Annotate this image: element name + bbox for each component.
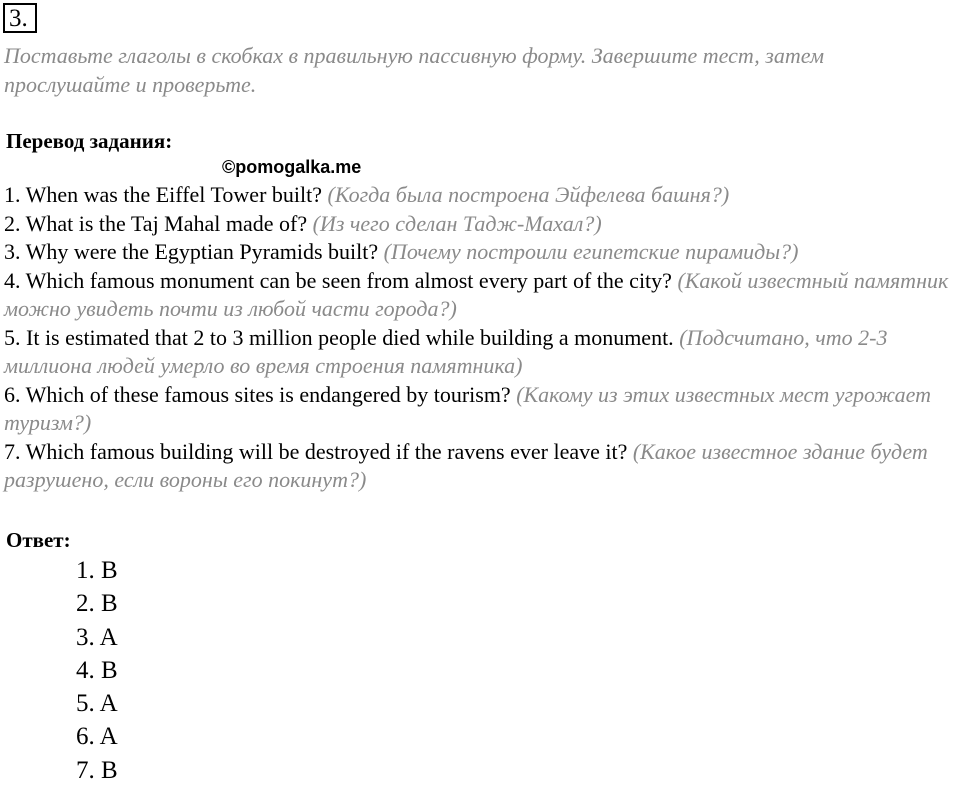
question-text: 5. It is estimated that 2 to 3 million people died while building a monument.	[4, 324, 674, 350]
question-text: 3. Why were the Egyptian Pyramids built?	[4, 239, 379, 264]
answer-heading: Ответ:	[6, 528, 71, 552]
question-text: 1. When was the Eiffel Tower built?	[4, 182, 322, 207]
question-translation: (Когда была построена Эйфелева башня?)	[327, 182, 730, 207]
question-translation: (Какой известный памятник можно увидеть почти из любой части города?)	[4, 267, 949, 321]
question-item	[4, 181, 959, 210]
question-text: 6. Which of these famous sites is endangered by tourism?	[4, 381, 511, 407]
translation-heading: Перевод задания:	[6, 129, 173, 153]
question-translation: (Подсчитано, что 2-3 миллиона людей умерло во время строения памятника)	[4, 324, 888, 378]
question-item	[4, 267, 959, 324]
task-instruction: Поставьте глаголы в скобках в правильную пассивную форму. Завершите тест, затем прослушайте и проверьте.	[4, 43, 825, 97]
question-item	[4, 238, 959, 267]
question-text: 2. What is the Taj Mahal made of?	[4, 210, 308, 236]
question-item	[4, 210, 959, 239]
question-translation: (Какое известное здание будет разрушено, если вороны его покинут?)	[4, 438, 928, 492]
question-list	[4, 181, 959, 495]
question-translation: (Из чего сделан Тадж-Махал?)	[312, 210, 602, 236]
question-item	[4, 381, 959, 438]
task-number-box: 3.	[3, 3, 37, 33]
answer-item: 5. A	[76, 690, 118, 718]
answer-item: 2. B	[76, 590, 118, 618]
answer-item: 3. A	[76, 623, 118, 651]
answer-item: 1. B	[76, 557, 118, 584]
answer-list	[76, 554, 118, 787]
question-translation: (Какому из этих известных мест угрожает туризм?)	[4, 381, 932, 435]
question-item	[4, 438, 959, 495]
question-text: 7. Which famous building will be destroyed if the ravens ever leave it?	[4, 438, 628, 464]
answer-item: 4. B	[76, 656, 118, 684]
answer-item: 6. A	[76, 723, 118, 751]
question-translation: (Почему построили египетские пирамиды?)	[383, 239, 799, 264]
watermark: ©pomogalka.me	[222, 157, 362, 177]
question-item	[4, 324, 959, 381]
answer-item: 7. B	[76, 756, 118, 784]
question-text: 4. Which famous monument can be seen from almost every part of the city?	[4, 267, 672, 293]
